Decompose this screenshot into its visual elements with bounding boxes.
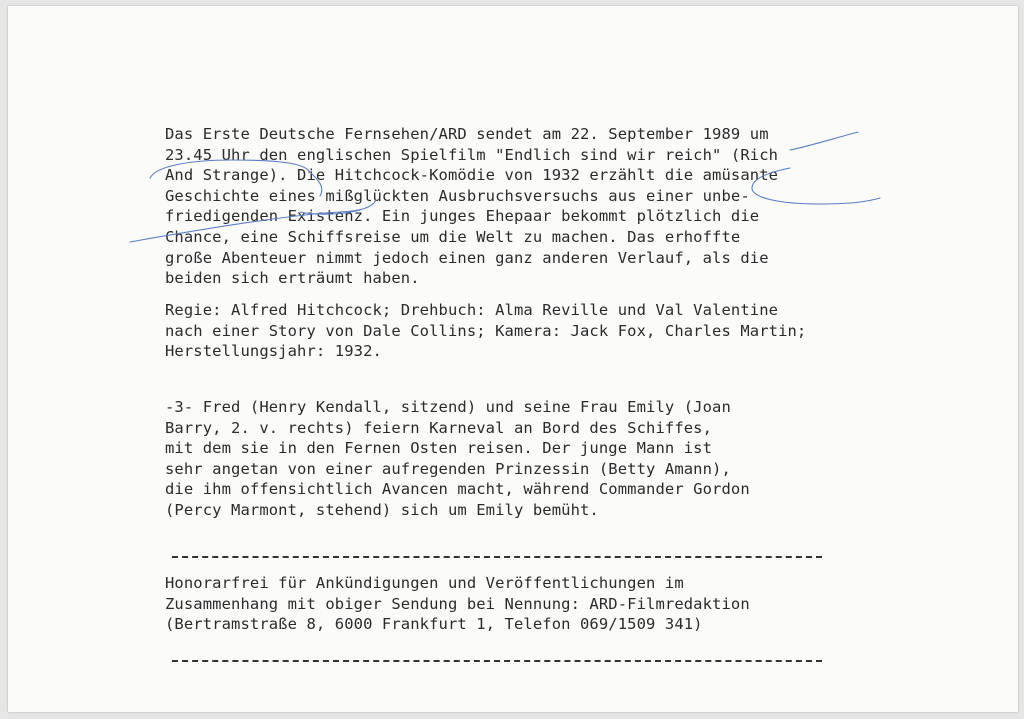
- credits-paragraph: Regie: Alfred Hitchcock; Drehbuch: Alma Reville und Val Valentine nach einer Story von Dale Collins; Kamera: Jack Fox, Charles Martin; Herstellungsjahr: 1932.: [165, 301, 807, 361]
- caption-paragraph: -3- Fred (Henry Kendall, sitzend) und seine Frau Emily (Joan Barry, 2. v. rechts) feiern Karneval an Bord des Schiffes, mit dem sie in den Fernen Osten reisen. Der junge Mann ist sehr angetan von einer aufregenden Prinzessin (Betty Amann), die ihm offensichtlich Avancen macht, während Commander Gordon (Percy Marmont, stehend) sich um Emily bemüht.: [165, 398, 750, 519]
- dashed-separator-bottom: [172, 660, 822, 662]
- dashed-separator-top: [172, 556, 822, 558]
- notice-paragraph: Honorarfrei für Ankündigungen und Veröffentlichungen im Zusammenhang mit obiger Sendung bei Nennung: ARD-Filmredaktion (Bertramstraße 8, 6000 Frankfurt 1, Telefon 069/1509 341): [165, 574, 750, 634]
- synopsis-paragraph: Das Erste Deutsche Fernsehen/ARD sendet am 22. September 1989 um 23.45 Uhr den englischen Spielfilm "Endlich sind wir reich" (Rich And Strange). Die Hitchcock-Komödie von 1932 erzählt die amüsante Geschichte eines mißglückten Ausbruchsversuchs aus einer unbe- friedigenden Existenz. Ein junges Ehepaar bekommt plötzlich die Chance, eine Schiffsreise um die Welt zu machen. Das erhoffte große Abenteuer nimmt jedoch einen ganz anderen Verlauf, als die beiden sich erträumt haben.: [165, 125, 779, 288]
